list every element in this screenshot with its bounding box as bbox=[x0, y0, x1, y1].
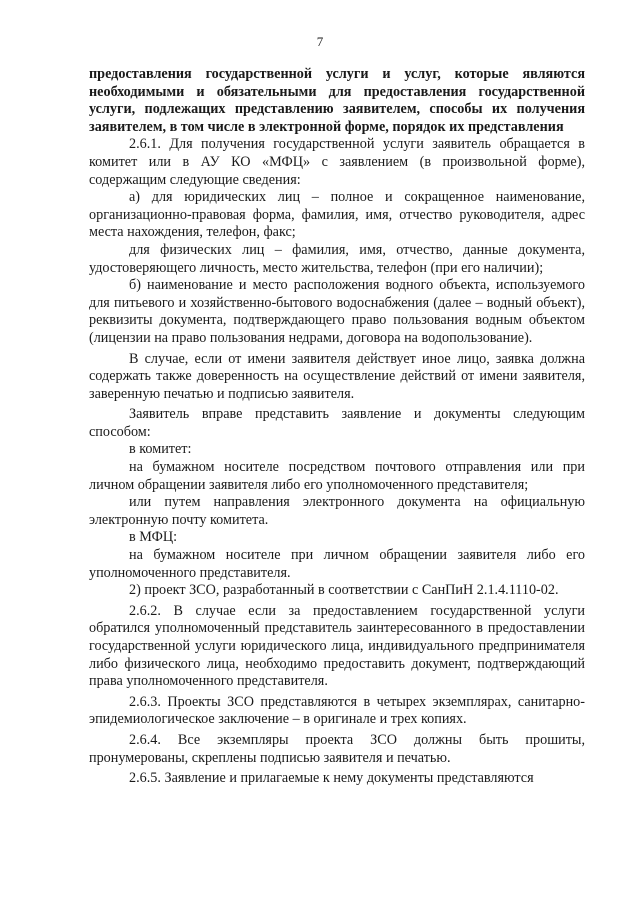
paragraph: 2.6.3. Проекты ЗСО представляются в четырех экземплярах, санитарно-эпидемиологическое заключение – в оригинале и трех копиях. bbox=[89, 693, 585, 728]
page-number: 7 bbox=[316, 34, 324, 49]
paragraph: для физических лиц – фамилия, имя, отчество, данные документа, удостоверяющего личность, место жительства, телефон (при его наличии); bbox=[89, 241, 585, 276]
paragraph: в комитет: bbox=[129, 441, 192, 458]
paragraph: В случае, если от имени заявителя действует иное лицо, заявка должна содержать также доверенность на осуществление действий от имени заявителя, заверенную печатью и подписью заявителя. bbox=[89, 350, 585, 402]
paragraph: б) наименование и место расположения водного объекта, используемого для питьевого и хозяйственно-бытового водоснабжения (далее – водный объект), реквизиты документа, подтверждающего право пользования водным объектом (лицензии на право пользования недрами, договора на водопользование). bbox=[89, 277, 585, 346]
paragraph: 2.6.2. В случае если за предоставлением государственной услуги обратился уполномоченный представитель заинтересованного в предоставлении государственной услуги юридического лица, индивидуального предпринимателя либо физического лица, необходимо предоставить документ, подтверждающий права уполномоченного представителя. bbox=[89, 602, 585, 690]
paragraph: 2.6.4. Все экземпляры проекта ЗСО должны быть прошиты, пронумерованы, скреплены подписью заявителя и печатью. bbox=[89, 731, 585, 766]
paragraph: в МФЦ: bbox=[129, 529, 178, 546]
paragraph: 2.6.5. Заявление и прилагаемые к нему документы представляются bbox=[129, 770, 534, 787]
paragraph: 2.6.1. Для получения государственной услуги заявитель обращается в комитет или в АУ КО «МФЦ» с заявлением (в произвольной форме), содержащим следующие сведения: bbox=[89, 136, 585, 188]
paragraph: на бумажном носителе при личном обращении заявителя либо его уполномоченного представителя. bbox=[89, 547, 585, 581]
section-heading: предоставления государственной услуги и услуг, которые являются необходимыми и обязательными для предоставления государственной услуги, подлежащих представлению заявителем, способы их получения заявителем, в том числе в электронной форме, порядок их представления bbox=[89, 66, 585, 135]
paragraph: 2) проект ЗСО, разработанный в соответствии с СанПиН 2.1.4.1110-02. bbox=[129, 582, 559, 599]
paragraph: на бумажном носителе посредством почтового отправления или при личном обращении заявителя либо его уполномоченного представителя; bbox=[89, 459, 585, 493]
paragraph: а) для юридических лиц – полное и сокращенное наименование, организационно-правовая форма, фамилия, имя, отчество руководителя, адрес места нахождения, телефон, факс; bbox=[89, 189, 585, 241]
paragraph: Заявитель вправе представить заявление и документы следующим способом: bbox=[89, 406, 585, 440]
document-body bbox=[89, 66, 585, 788]
paragraph: или путем направления электронного документа на официальную электронную почту комитета. bbox=[89, 494, 585, 528]
